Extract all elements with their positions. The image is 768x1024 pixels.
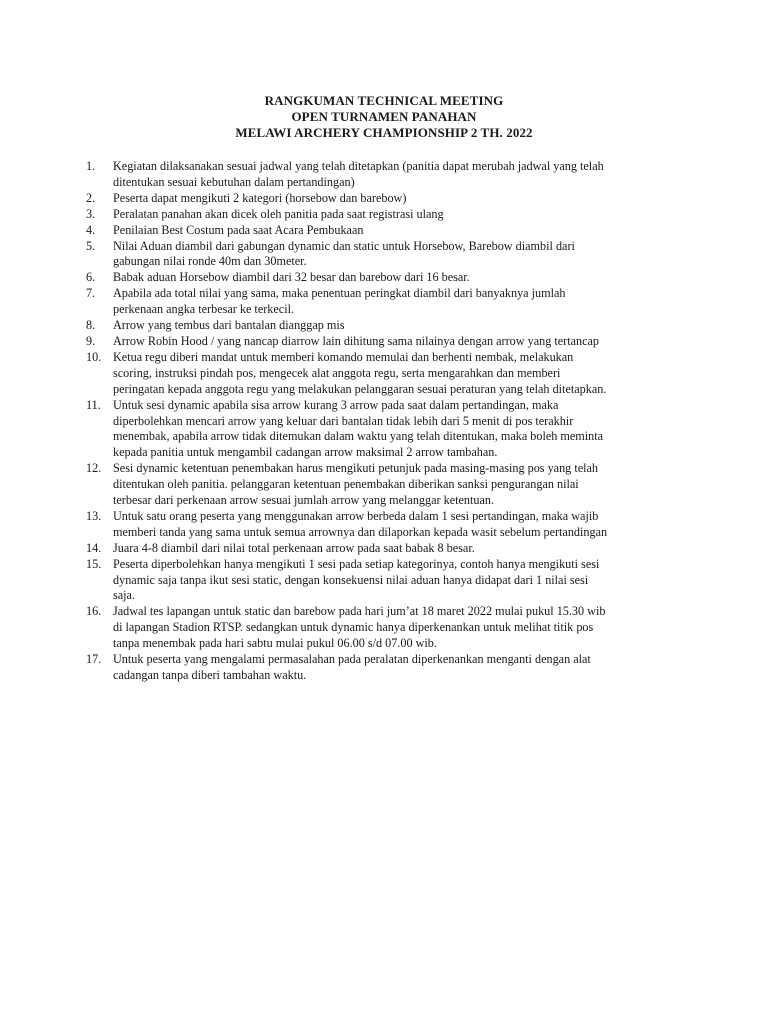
list-item	[86, 223, 686, 239]
item-text: Sesi dynamic ketentuan penembakan harus mengikuti petunjuk pada masing-masing pos yang telah ditentukan oleh panitia. pelanggaran ketentuan penembakan diberikan sanksi pengurangan nilai terbesar dari perkenaan arrow sesuai jumlah arrow yang melanggar ketentuan.	[113, 461, 599, 508]
item-text: Kegiatan dilaksanakan sesuai jadwal yang telah ditetapkan (panitia dapat merubah jadwal yang telah ditentukan sesuai kebutuhan dalam pertandingan)	[113, 159, 604, 189]
item-number: 8.	[86, 318, 96, 333]
item-text: Peralatan panahan akan dicek oleh panitia pada saat registrasi ulang	[113, 206, 444, 221]
item-text: Peserta diperbolehkan hanya mengikuti 1 sesi pada setiap kategorinya, contoh hanya mengikuti sesi dynamic saja tanpa ikut sesi static, dengan konsekuensi nilai aduan hanya didapat dari 1 nilai sesi saja.	[113, 556, 600, 603]
item-number: 9.	[86, 333, 96, 348]
item-number: 16.	[86, 604, 102, 619]
title-line-2: OPEN TURNAMEN PANAHAN	[291, 109, 477, 124]
item-number: 12.	[86, 461, 102, 476]
list-item	[86, 541, 686, 557]
item-number: 5.	[86, 238, 96, 253]
item-number: 6.	[86, 270, 96, 285]
list-item	[86, 652, 686, 684]
list-item	[86, 334, 686, 350]
item-text: Jadwal tes lapangan untuk static dan barebow pada hari jum’at 18 maret 2022 mulai pukul 15.30 wib di lapangan Stadion RTSP. sedangkan untuk dynamic hanya diperkenankan untuk melihat titik pos tanpa menembak pada hari sabtu mulai pukul 06.00 s/d 07.00 wib.	[113, 604, 606, 651]
item-number: 7.	[86, 286, 96, 301]
list-item	[86, 398, 686, 462]
list-item	[86, 461, 686, 509]
list-item	[86, 350, 686, 398]
item-number: 17.	[86, 652, 102, 667]
item-number: 10.	[86, 349, 102, 364]
item-text: Apabila ada total nilai yang sama, maka penentuan peringkat diambil dari banyaknya jumlah perkenaan angka terbesar ke terkecil.	[113, 286, 566, 317]
item-text: Untuk satu orang peserta yang menggunakan arrow berbeda dalam 1 sesi pertandingan, maka wajib memberi tanda yang sama untuk semua arrownya dan dilaporkan kepada wasit sebelum pertandingan	[113, 508, 608, 539]
item-text: Babak aduan Horsebow diambil dari 32 besar dan barebow dari 16 besar.	[113, 270, 470, 285]
list-item	[86, 191, 686, 207]
list-item	[86, 159, 686, 191]
list-item	[86, 318, 686, 334]
item-number: 4.	[86, 222, 96, 237]
item-text: Untuk sesi dynamic apabila sisa arrow kurang 3 arrow pada saat dalam pertandingan, maka diperbolehkan mencari arrow yang keluar dari bantalan tidak lebih dari 5 menit di pos terakhir menembak, apabila arrow tidak ditemukan dalam waktu yang telah ditentukan, maka boleh meminta kepada panitia untuk mengambil cadangan arrow maksimal 2 arrow tambahan.	[113, 397, 604, 460]
item-text: Penilaian Best Costum pada saat Acara Pembukaan	[113, 222, 364, 237]
item-number: 11.	[86, 397, 101, 412]
list-item	[86, 270, 686, 286]
list-item	[86, 604, 686, 652]
item-text: Nilai Aduan diambil dari gabungan dynamic dan static untuk Horsebow, Barebow diambil dari gabungan nilai ronde 40m dan 30meter.	[113, 238, 575, 269]
item-text: Ketua regu diberi mandat untuk memberi komando memulai dan berhenti nembak, melakukan scoring, instruksi pindah pos, mengecek alat anggota regu, serta mengarahkan dan memberi peringatan kepada anggota regu yang melakukan pelanggaran sesuai peraturan yang telah ditetapkan.	[113, 349, 607, 396]
item-number: 2.	[86, 190, 96, 205]
item-number: 3.	[86, 206, 96, 221]
item-text: Peserta dapat mengikuti 2 kategori (horsebow dan barebow)	[113, 190, 407, 205]
title-line-1: RANGKUMAN TECHNICAL MEETING	[264, 93, 504, 108]
item-number: 13.	[86, 508, 102, 523]
item-number: 15.	[86, 556, 102, 571]
item-number: 1.	[86, 159, 96, 173]
list-item	[86, 557, 686, 605]
rules-list	[86, 159, 686, 684]
item-number: 14.	[86, 540, 102, 555]
item-text: Untuk peserta yang mengalami permasalahan pada peralatan diperkenankan menganti dengan alat cadangan tanpa diberi tambahan waktu.	[113, 652, 591, 682]
item-text: Juara 4-8 diambil dari nilai total perkenaan arrow pada saat babak 8 besar.	[113, 540, 475, 555]
list-item	[86, 509, 686, 541]
list-item	[86, 207, 686, 223]
item-text: Arrow Robin Hood / yang nancap diarrow lain dihitung sama nilainya dengan arrow yang tertancap	[113, 333, 600, 348]
title-line-3: MELAWI ARCHERY CHAMPIONSHIP 2 TH. 2022	[235, 125, 533, 140]
item-text: Arrow yang tembus dari bantalan dianggap mis	[113, 318, 345, 333]
list-item	[86, 286, 686, 318]
list-item	[86, 239, 686, 271]
document-title	[0, 93, 768, 141]
